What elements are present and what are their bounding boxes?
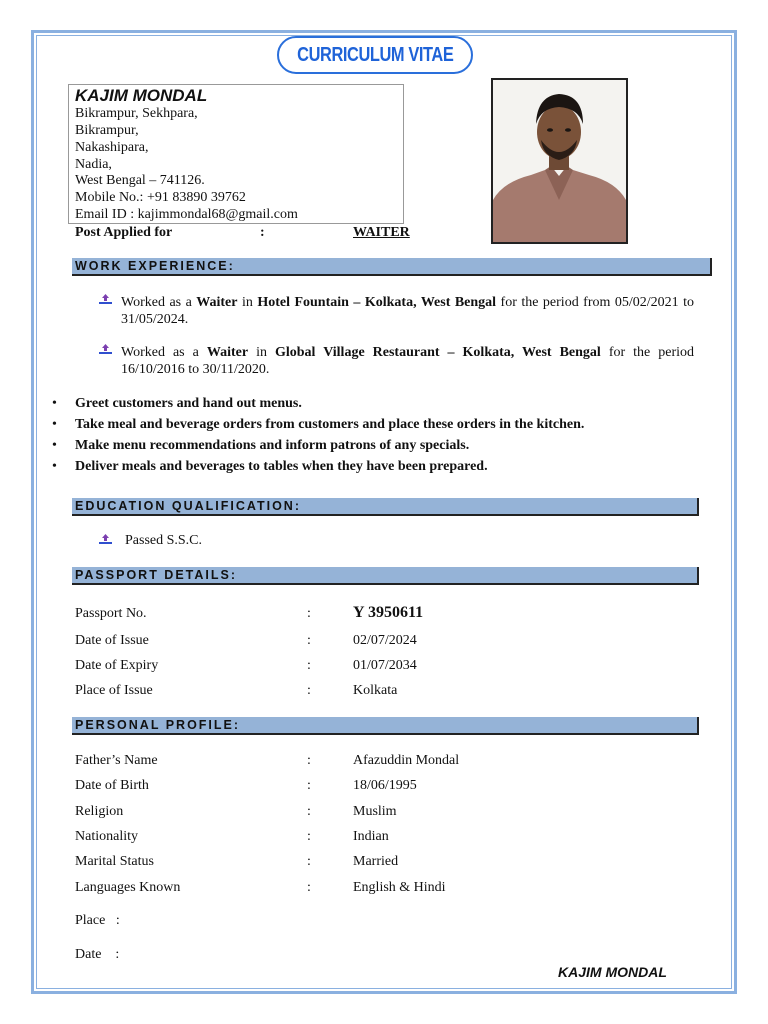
experience-prefix: Worked as a <box>121 295 197 310</box>
experience-period: for the period 16/10/2016 to 30/11/2020. <box>121 345 695 377</box>
date-field: Date : <box>75 947 120 962</box>
field-colon: : <box>307 606 311 621</box>
address-line: Bikrampur, <box>75 123 139 138</box>
email-address: Email ID : kajimmondal68@gmail.com <box>75 207 298 222</box>
experience-connector: in <box>248 345 275 360</box>
nationality: Indian <box>353 829 389 844</box>
arrow-bullet-icon <box>99 294 112 306</box>
field-colon: : <box>307 778 311 793</box>
post-applied-value: WAITER <box>353 225 410 240</box>
bullet-dot-icon: • <box>52 459 57 474</box>
experience-period: for the period from 05/02/2021 to 31/05/2024. <box>121 295 694 327</box>
marital-status: Married <box>353 854 399 869</box>
place-field: Place : <box>75 913 120 928</box>
section-work-experience <box>72 258 712 276</box>
experience-employer: Global Village Restaurant – Kolkata, West Bengal <box>274 345 601 360</box>
religion: Muslim <box>353 804 397 819</box>
passport-number: Y 3950611 <box>353 604 424 621</box>
work-experience-item <box>121 344 694 378</box>
field-colon: : <box>307 804 311 819</box>
section-personal-profile <box>72 717 699 735</box>
applicant-name: KAJIM MONDAL <box>75 86 208 105</box>
field-colon: : <box>307 829 311 844</box>
signature-name: KAJIM MONDAL <box>558 964 667 980</box>
field-colon: : <box>307 683 311 698</box>
passport-field-label: Date of Expiry <box>75 658 159 673</box>
personal-field-label: Religion <box>75 804 124 819</box>
person-photo-icon <box>493 80 626 242</box>
experience-role: Waiter <box>196 295 238 310</box>
section-education <box>72 498 699 516</box>
arrow-bullet-icon <box>99 534 112 546</box>
personal-field-label: Marital Status <box>75 854 154 869</box>
section-title: PASSPORT DETAILS: <box>75 568 238 582</box>
section-title: EDUCATION QUALIFICATION: <box>75 499 301 513</box>
personal-field-label: Nationality <box>75 829 138 844</box>
personal-field-label: Father’s Name <box>75 753 158 768</box>
passport-expiry-date: 01/07/2034 <box>353 658 417 673</box>
field-colon: : <box>307 880 311 895</box>
address-line: Nakashipara, <box>75 140 149 155</box>
passport-field-label: Place of Issue <box>75 683 153 698</box>
field-colon: : <box>307 753 311 768</box>
experience-prefix: Worked as a <box>121 345 207 360</box>
field-colon: : <box>307 854 311 869</box>
personal-field-label: Date of Birth <box>75 778 149 793</box>
experience-employer: Hotel Fountain – Kolkata, West Bengal <box>257 295 497 310</box>
post-applied-colon: : <box>260 225 265 240</box>
bullet-dot-icon: • <box>52 438 57 453</box>
bullet-dot-icon: • <box>52 396 57 411</box>
field-colon: : <box>307 633 311 648</box>
section-title: WORK EXPERIENCE: <box>75 259 235 273</box>
fathers-name: Afazuddin Mondal <box>353 753 460 768</box>
personal-field-label: Languages Known <box>75 880 181 895</box>
duty-item: Deliver meals and beverages to tables when they have been prepared. <box>75 459 488 474</box>
education-item: Passed S.S.C. <box>125 533 203 548</box>
passport-issue-place: Kolkata <box>353 683 398 698</box>
cv-title: CURRICULUM VITAE <box>296 43 454 66</box>
post-applied-label: Post Applied for <box>75 225 173 240</box>
cv-title-badge <box>277 36 473 74</box>
duty-item: Take meal and beverage orders from customers and place these orders in the kitchen. <box>75 417 585 432</box>
passport-issue-date: 02/07/2024 <box>353 633 417 648</box>
mobile-number: Mobile No.: +91 83890 39762 <box>75 190 246 205</box>
address-line: Nadia, <box>75 157 112 172</box>
duty-item: Greet customers and hand out menus. <box>75 396 302 411</box>
languages-known: English & Hindi <box>353 880 446 895</box>
passport-field-label: Passport No. <box>75 606 147 621</box>
experience-connector: in <box>237 295 258 310</box>
work-experience-item <box>121 294 694 328</box>
profile-photo <box>491 78 628 244</box>
section-title: PERSONAL PROFILE: <box>75 718 241 732</box>
address-line: Bikrampur, Sekhpara, <box>75 106 198 121</box>
address-line: West Bengal – 741126. <box>75 173 205 188</box>
bullet-dot-icon: • <box>52 417 57 432</box>
section-passport <box>72 567 699 585</box>
date-of-birth: 18/06/1995 <box>353 778 417 793</box>
field-colon: : <box>307 658 311 673</box>
experience-role: Waiter <box>206 345 249 360</box>
duty-item: Make menu recommendations and inform patrons of any specials. <box>75 438 470 453</box>
arrow-bullet-icon <box>99 344 112 356</box>
passport-field-label: Date of Issue <box>75 633 149 648</box>
